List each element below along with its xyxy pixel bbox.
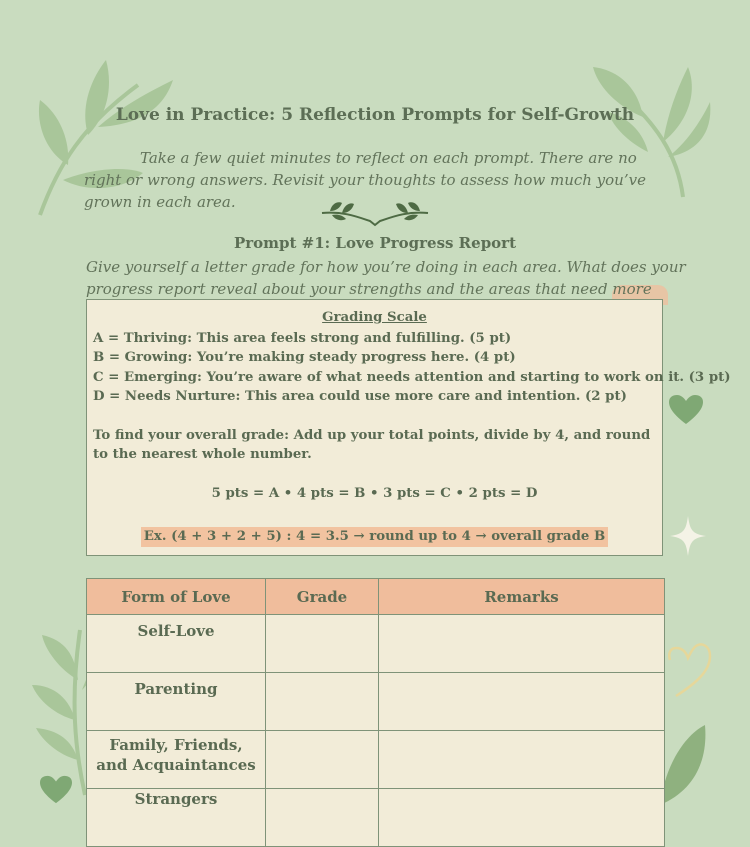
form-cell: Family, Friends, and Acquaintances (87, 731, 266, 789)
heart-icon (669, 395, 703, 425)
header-remarks: Remarks (379, 579, 665, 615)
leaf-branch-icon (660, 725, 710, 811)
heart-outline-icon (668, 642, 712, 698)
grade-b-line: B = Growing: You’re making steady progress here. (4 pt) (93, 350, 516, 365)
header-form-of-love: Form of Love (87, 579, 266, 615)
form-cell: Self-Love (87, 615, 266, 673)
prompt-text: Give yourself a letter grade for how you’re doing in each area. What does your progress report reveal about your strengths and the areas that need more (86, 258, 686, 298)
grading-example: Ex. (4 + 3 + 2 + 5) : 4 = 3.5 → round up to 4 → overall grade B (141, 527, 608, 547)
grade-d-line: D = Needs Nurture: This area could use more care and intention. (2 pt) (93, 389, 627, 404)
grade-cell[interactable] (266, 731, 379, 789)
remarks-cell[interactable] (379, 789, 665, 847)
remarks-cell[interactable] (379, 615, 665, 673)
grade-cell[interactable] (266, 673, 379, 731)
prompt-title: Prompt #1: Love Progress Report (233, 234, 517, 252)
grading-instructions: To find your overall grade: Add up your total points, divide by 4, and round to the nearest whole number. (93, 427, 651, 462)
table-header-row (87, 579, 665, 615)
laurel-divider-icon (318, 199, 432, 227)
header-grade: Grade (266, 579, 379, 615)
grading-scale-heading: Grading Scale (322, 310, 427, 325)
points-conversion: 5 pts = A • 4 pts = B • 3 pts = C • 2 pts = D (211, 485, 538, 501)
progress-report-table (86, 578, 665, 847)
grade-cell[interactable] (266, 789, 379, 847)
page-title: Love in Practice: 5 Reflection Prompts for Self-Growth (115, 105, 635, 125)
table-row (87, 615, 665, 673)
form-cell: Strangers (87, 789, 266, 847)
table-row (87, 673, 665, 731)
remarks-cell[interactable] (379, 731, 665, 789)
table-row (87, 731, 665, 789)
heart-icon (40, 775, 72, 805)
grade-cell[interactable] (266, 615, 379, 673)
grade-a-line: A = Thriving: This area feels strong and fulfilling. (5 pt) (93, 330, 512, 346)
intro-text: Take a few quiet minutes to reflect on each prompt. There are no right or wrong answers. Revisit your thoughts to assess how much you’ve grown in each area. (84, 149, 646, 211)
grading-scale-box (86, 299, 731, 556)
grade-c-line: C = Emerging: You’re aware of what needs attention and starting to work on it. (3 pt) (93, 369, 731, 385)
form-cell: Parenting (87, 673, 266, 731)
table-row (87, 789, 665, 847)
sparkle-icon (670, 516, 706, 556)
remarks-cell[interactable] (379, 673, 665, 731)
